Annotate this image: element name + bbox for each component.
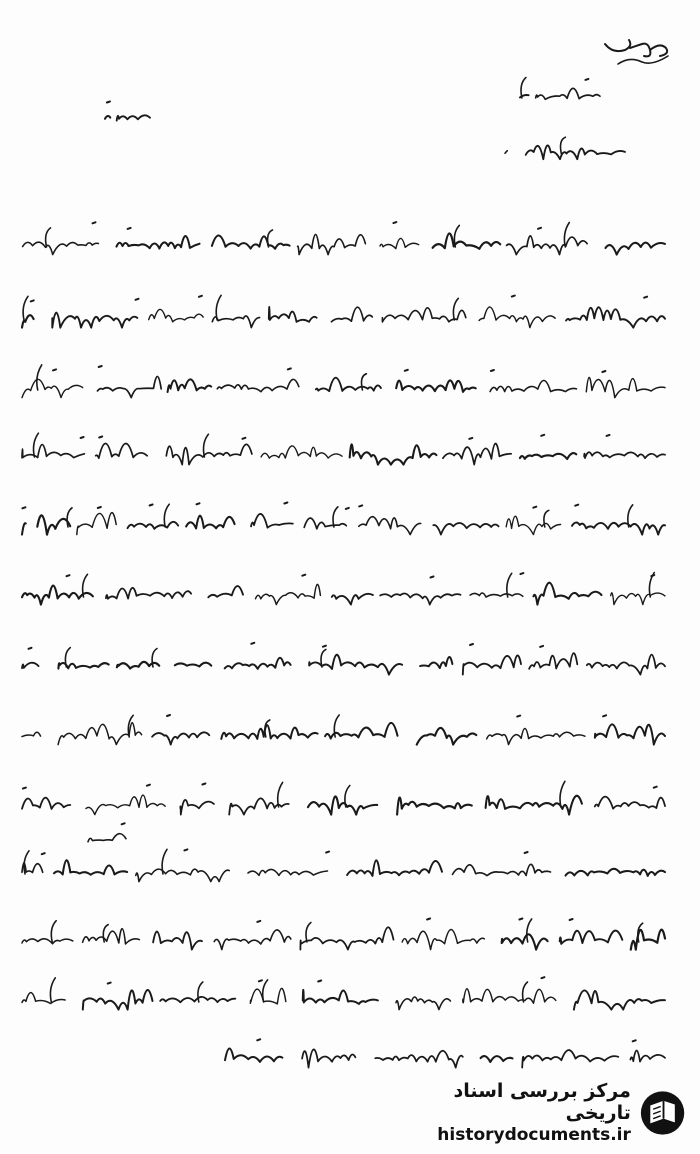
margin-note: [88, 823, 126, 842]
handwritten-line-2: [22, 295, 665, 327]
handwritten-line-13: [225, 1039, 665, 1067]
handwritten-line-6: [22, 573, 665, 605]
addressee-line: [505, 137, 625, 159]
handwritten-line-12: [22, 977, 665, 1009]
handwritten-line-9: [22, 781, 665, 814]
handwritten-line-11: [22, 919, 665, 950]
handwritten-line-7: [22, 643, 665, 675]
watermark-name: مرکز بررسی اسناد تاریخی: [453, 1080, 631, 1124]
archive-watermark: [396, 1080, 686, 1145]
salutation-line: [520, 78, 600, 100]
watermark-url: historydocuments.ir: [437, 1125, 631, 1145]
book-logo-icon: [639, 1088, 686, 1138]
handwritten-line-10: [22, 849, 665, 881]
handwritten-line-4: [22, 433, 665, 464]
handwritten-line-3: [22, 365, 665, 398]
page-number-mark: [605, 40, 668, 64]
side-note: [105, 102, 150, 121]
handwritten-line-1: [23, 222, 665, 255]
handwritten-line-8: [22, 715, 665, 745]
handwritten-line-5: [22, 503, 665, 535]
